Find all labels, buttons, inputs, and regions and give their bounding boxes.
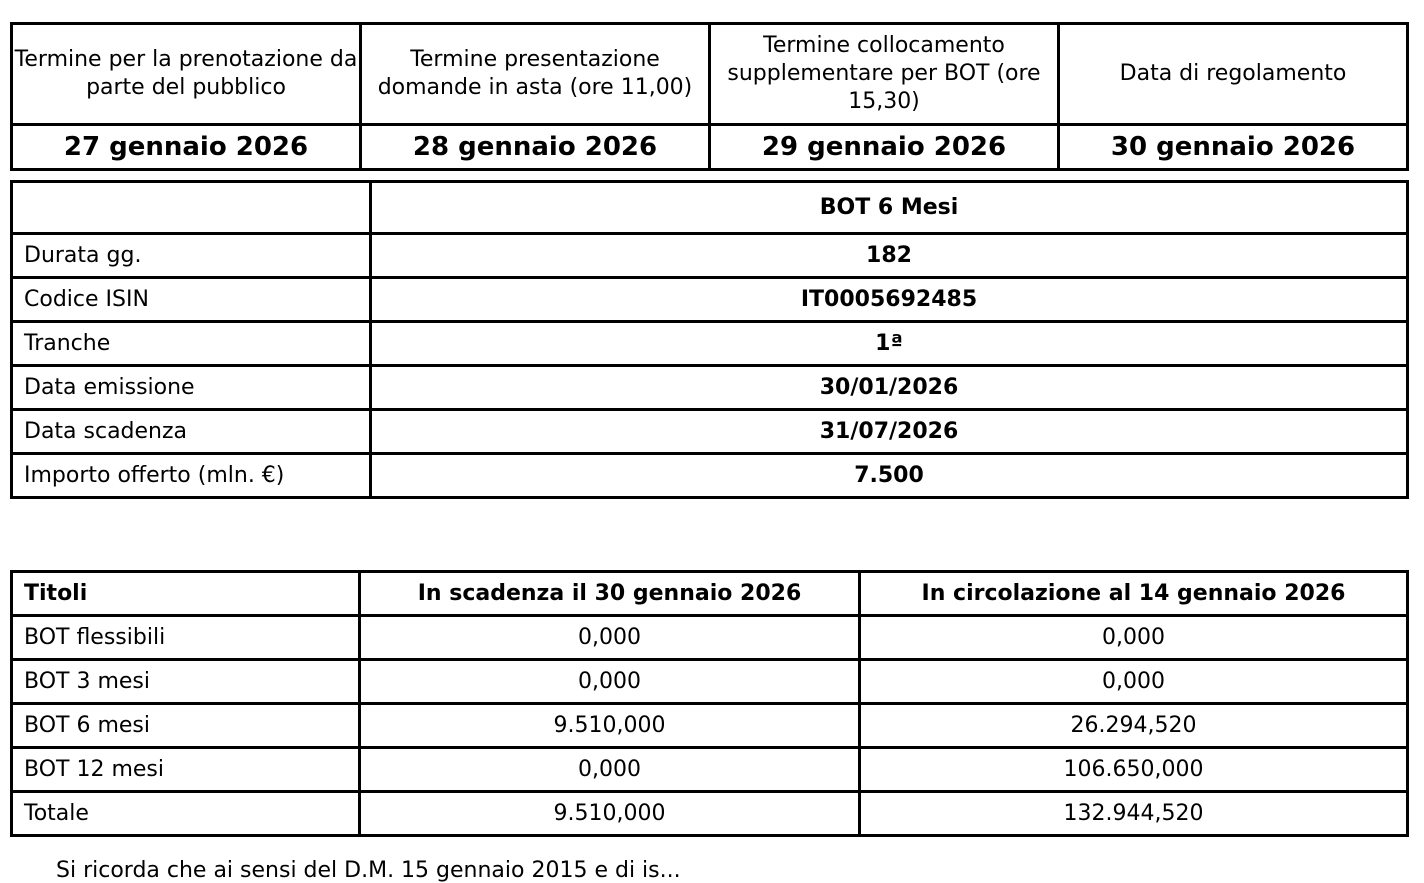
schedule-header-row <box>12 24 1408 125</box>
bot-column-title: BOT 6 Mesi <box>371 182 1408 234</box>
bot-row-emissione <box>12 366 1408 410</box>
titoli-circolazione-value: 0,000 <box>860 616 1408 660</box>
titoli-label: Totale <box>12 792 360 836</box>
titoli-label: BOT flessibili <box>12 616 360 660</box>
bot-label-isin: Codice ISIN <box>12 278 371 322</box>
schedule-header-prenotazione: Termine per la prenotazione da parte del pubblico <box>12 24 361 125</box>
footnote-text: Si ricorda che ai sensi del D.M. 15 gennaio 2015 e di is... <box>56 858 681 883</box>
table-row-totale <box>12 792 1408 836</box>
bot-label-tranche: Tranche <box>12 322 371 366</box>
titoli-scadenza-value: 0,000 <box>360 660 860 704</box>
bot-row-isin <box>12 278 1408 322</box>
bot-row-tranche <box>12 322 1408 366</box>
titoli-label: BOT 12 mesi <box>12 748 360 792</box>
titoli-circolazione-value: 132.944,520 <box>860 792 1408 836</box>
titoli-circolazione-value: 26.294,520 <box>860 704 1408 748</box>
table-row <box>12 616 1408 660</box>
titoli-scadenza-value: 0,000 <box>360 616 860 660</box>
titoli-circolazione-value: 0,000 <box>860 660 1408 704</box>
titoli-label: BOT 6 mesi <box>12 704 360 748</box>
schedule-date-collocamento: 29 gennaio 2026 <box>710 125 1059 170</box>
titoli-header-row <box>12 572 1408 616</box>
bot-row-durata <box>12 234 1408 278</box>
bot-row-scadenza <box>12 410 1408 454</box>
titoli-label: BOT 3 mesi <box>12 660 360 704</box>
schedule-date-prenotazione: 27 gennaio 2026 <box>12 125 361 170</box>
bot-value-tranche: 1ª <box>371 322 1408 366</box>
bot-label-emissione: Data emissione <box>12 366 371 410</box>
titoli-scadenza-value: 9.510,000 <box>360 792 860 836</box>
bot-header-empty-cell <box>12 182 371 234</box>
bot-value-isin: IT0005692485 <box>371 278 1408 322</box>
titoli-header-titoli: Titoli <box>12 572 360 616</box>
titoli-scadenza-value: 0,000 <box>360 748 860 792</box>
titoli-circolazione-value: 106.650,000 <box>860 748 1408 792</box>
bot-value-durata: 182 <box>371 234 1408 278</box>
titoli-header-scadenza: In scadenza il 30 gennaio 2026 <box>360 572 860 616</box>
bot-value-scadenza: 31/07/2026 <box>371 410 1408 454</box>
schedule-header-presentazione: Termine presentazione domande in asta (ore 11,00) <box>361 24 710 125</box>
schedule-header-collocamento: Termine collocamento supplementare per BOT (ore 15,30) <box>710 24 1059 125</box>
titoli-scadenza-value: 9.510,000 <box>360 704 860 748</box>
bot-value-importo: 7.500 <box>371 454 1408 498</box>
bot-row-importo <box>12 454 1408 498</box>
bot-header-row <box>12 182 1408 234</box>
schedule-date-presentazione: 28 gennaio 2026 <box>361 125 710 170</box>
table-row <box>12 748 1408 792</box>
auction-schedule-table <box>10 22 1409 171</box>
schedule-header-regolamento: Data di regolamento <box>1059 24 1408 125</box>
bot-label-durata: Durata gg. <box>12 234 371 278</box>
bot-label-importo: Importo offerto (mln. €) <box>12 454 371 498</box>
table-row <box>12 660 1408 704</box>
titoli-header-circolazione: In circolazione al 14 gennaio 2026 <box>860 572 1408 616</box>
titoli-table <box>10 570 1409 837</box>
table-row <box>12 704 1408 748</box>
schedule-date-regolamento: 30 gennaio 2026 <box>1059 125 1408 170</box>
bot-value-emissione: 30/01/2026 <box>371 366 1408 410</box>
bot-label-scadenza: Data scadenza <box>12 410 371 454</box>
schedule-dates-row <box>12 125 1408 170</box>
bot-details-table <box>10 180 1409 499</box>
